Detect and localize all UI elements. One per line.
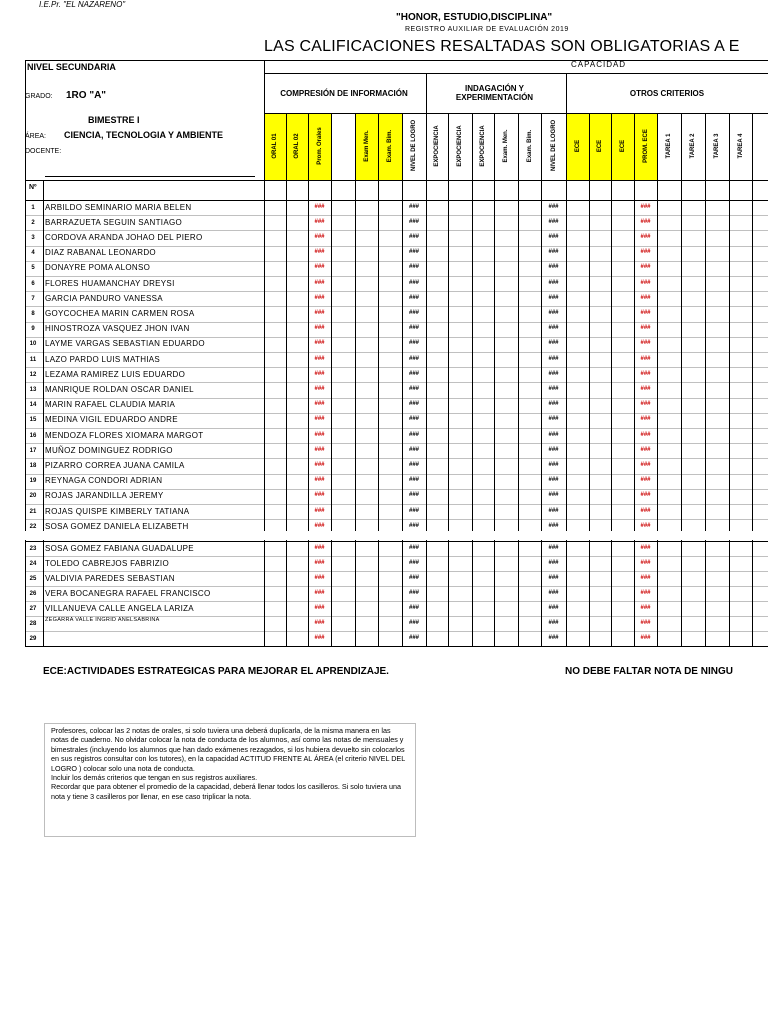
grade-placeholder: ### <box>314 522 325 529</box>
student-number: 14 <box>29 402 37 409</box>
student-name: TOLEDO CABREJOS FABRIZIO <box>45 558 169 568</box>
grade-placeholder: ### <box>640 203 651 210</box>
column-header: ECE <box>619 139 626 152</box>
student-number: 26 <box>29 590 37 597</box>
grade-placeholder: ### <box>548 544 559 551</box>
student-name: REYNAGA CONDORI ADRIAN <box>45 476 163 486</box>
grid-line <box>308 113 309 646</box>
column-header: Exam. Bim. <box>526 129 533 162</box>
grade-placeholder: ### <box>640 249 651 256</box>
number-header: Nº <box>29 184 37 191</box>
grid-line <box>657 113 658 646</box>
page-title: LAS CALIFICACIONES RESALTADAS SON OBLIGATORIAS A E <box>264 38 740 55</box>
student-name: ROJAS JARANDILLA JEREMY <box>45 491 164 501</box>
grade-placeholder: ### <box>548 462 559 468</box>
grade-placeholder: ### <box>548 386 559 392</box>
grade-placeholder: ### <box>314 340 325 347</box>
instructions-box <box>44 723 416 837</box>
grade-placeholder: ### <box>314 634 325 641</box>
grade-placeholder: ### <box>314 203 325 210</box>
column-header: Exam Men. <box>363 129 370 162</box>
grade-placeholder: ### <box>548 340 559 347</box>
grade-placeholder: ### <box>408 203 419 210</box>
grade-placeholder: ### <box>314 355 325 362</box>
grade-placeholder: ### <box>640 559 651 566</box>
grid-line <box>264 60 265 646</box>
grade-placeholder: ### <box>548 416 559 423</box>
teacher-label: DOCENTE: <box>25 148 62 155</box>
grid-line <box>264 113 768 114</box>
grade-placeholder: ### <box>548 249 559 256</box>
column-header: EXPOCIENCIA <box>480 124 486 167</box>
grade-placeholder: ### <box>314 370 325 377</box>
grade-placeholder: ### <box>640 544 651 551</box>
student-number: 15 <box>29 417 37 424</box>
grade-placeholder: ### <box>548 477 559 484</box>
grid-line <box>25 646 768 647</box>
grade-placeholder: ### <box>314 279 325 286</box>
grade-placeholder: ### <box>408 310 419 316</box>
grid-line <box>43 180 44 646</box>
grade-placeholder: ### <box>640 431 651 438</box>
student-number: 21 <box>29 508 37 515</box>
grade-placeholder: ### <box>408 589 419 596</box>
student-number: 5 <box>31 265 35 272</box>
student-name: DIAZ RABANAL LEONARDO <box>45 248 156 258</box>
student-name: ROJAS QUISPE KIMBERLY TATIANA <box>45 506 190 516</box>
student-number: 7 <box>31 295 35 302</box>
column-header: ECE <box>597 139 603 152</box>
grade-placeholder: ### <box>408 234 419 240</box>
column-header: TAREA 2 <box>690 133 696 159</box>
column-header: PROM. ECE <box>642 128 649 163</box>
grid-line <box>541 113 542 646</box>
grid-line <box>518 113 519 646</box>
grade-placeholder: ### <box>314 218 325 225</box>
grade-placeholder: ### <box>548 310 559 316</box>
column-header: Exam. Bim. <box>387 129 393 162</box>
area-value: CIENCIA, TECNOLOGIA Y AMBIENTE <box>64 130 224 140</box>
column-header: ORAL 02 <box>294 132 300 159</box>
student-name: GOYCOCHEA MARIN CARMEN ROSA <box>45 309 195 318</box>
grade-placeholder: ### <box>408 522 419 529</box>
grade-placeholder: ### <box>408 325 419 332</box>
grade-placeholder: ### <box>314 325 325 332</box>
column-header: Exam. Men. <box>503 129 509 163</box>
student-number: 18 <box>29 463 37 469</box>
grade-placeholder: ### <box>640 416 651 423</box>
grade-placeholder: ### <box>548 619 559 626</box>
grade-placeholder: ### <box>408 218 419 225</box>
grade-placeholder: ### <box>314 559 325 566</box>
column-header: EXPOCIENCIA <box>457 124 463 167</box>
grade-placeholder: ### <box>408 477 419 484</box>
grade-placeholder: ### <box>640 310 651 316</box>
column-header: EXPOCIENCIA <box>434 124 440 167</box>
grade-placeholder: ### <box>548 203 559 210</box>
student-number: 4 <box>31 250 35 257</box>
grade-placeholder: ### <box>408 619 419 626</box>
grade-placeholder: ### <box>408 462 419 468</box>
grade-placeholder: ### <box>408 355 419 362</box>
grade-placeholder: ### <box>548 264 559 271</box>
grade-placeholder: ### <box>314 310 325 316</box>
grade-placeholder: ### <box>548 507 559 514</box>
grid-line <box>331 113 332 646</box>
level-label: NIVEL SECUNDARIA <box>27 62 116 72</box>
grid-line <box>264 73 768 74</box>
student-number: 2 <box>31 219 35 226</box>
grade-placeholder: ### <box>314 604 325 611</box>
grade-placeholder: ### <box>408 370 419 377</box>
grade-placeholder: ### <box>640 340 651 347</box>
student-name: CORDOVA ARANDA JOHAO DEL PIERO <box>45 233 203 242</box>
student-number: 16 <box>29 432 37 439</box>
grid-line <box>494 113 495 646</box>
grade-placeholder: ### <box>314 492 325 499</box>
column-header: NIVEL DE LOGRO <box>411 119 417 171</box>
student-number: 22 <box>29 523 37 530</box>
column-header: TAREA 3 <box>714 133 720 159</box>
grade-placeholder: ### <box>548 431 559 438</box>
grade-placeholder: ### <box>640 355 651 362</box>
grade-placeholder: ### <box>408 634 419 641</box>
student-name: BARRAZUETA SEGUIN SANTIAGO <box>45 217 183 227</box>
grade-placeholder: ### <box>408 446 419 453</box>
teacher-line <box>45 176 255 177</box>
grade-placeholder: ### <box>408 294 419 301</box>
grade-placeholder: ### <box>640 401 651 408</box>
grade-placeholder: ### <box>314 416 325 423</box>
grade-placeholder: ### <box>408 604 419 611</box>
student-number: 8 <box>31 311 35 317</box>
grade-placeholder: ### <box>408 544 419 551</box>
student-name: MENDOZA FLORES XIOMARA MARGOT <box>45 430 204 440</box>
column-header: ORAL 01 <box>272 132 278 159</box>
grade-placeholder: ### <box>408 401 419 408</box>
grid-line <box>426 73 427 646</box>
student-name: FLORES HUAMANCHAY DREYSI <box>45 278 175 288</box>
column-header: Prom. Orales <box>316 126 323 165</box>
student-name: LAZO PARDO LUIS MATHIAS <box>45 354 161 364</box>
grade-placeholder: ### <box>314 249 325 256</box>
student-number: 11 <box>29 356 37 363</box>
student-name: DONAYRE POMA ALONSO <box>45 263 151 273</box>
student-name: PIZARRO CORREA JUANA CAMILA <box>45 461 185 470</box>
student-name: HINOSTROZA VASQUEZ JHON IVAN <box>45 324 190 334</box>
student-number: 28 <box>29 620 37 627</box>
grid-line <box>472 113 473 646</box>
student-number: 29 <box>29 635 37 642</box>
student-number: 17 <box>29 447 37 454</box>
grade-placeholder: ### <box>548 492 559 499</box>
grade-placeholder: ### <box>640 386 651 392</box>
grid-line <box>705 113 706 646</box>
grade-placeholder: ### <box>408 279 419 286</box>
grade-placeholder: ### <box>314 619 325 626</box>
grade-placeholder: ### <box>548 370 559 377</box>
grade-placeholder: ### <box>640 446 651 453</box>
grade-placeholder: ### <box>314 446 325 453</box>
student-name: MARIN RAFAEL CLAUDIA MARIA <box>45 400 176 410</box>
student-name: ZEGARRA VALLE INGRID ANELSABRINA <box>45 617 160 623</box>
grade-placeholder: ### <box>640 264 651 271</box>
grid-line <box>355 113 356 646</box>
motto: "HONOR, ESTUDIO,DISCIPLINA" <box>396 12 553 23</box>
student-number: 6 <box>31 280 35 287</box>
grade-placeholder: ### <box>408 416 419 423</box>
grade-placeholder: ### <box>548 294 559 301</box>
instruction-1: Profesores, colocar las 2 notas de orales, si solo tuviera una deberá duplicarla, de la misma manera en las notas de cuaderno. No olvidar colocar la nota de conducta de los alumnos, así como las notas de mensuales y bimestrales (incluyendo los alumnos que han dado exámenes rezagados, si los hubiera devuelto sin colocarlos en sus registros consultar con los tutores), en la capacidad ACTITUD FRENTE AL ÁREA (el criterio NIVEL DEL LOGRO ) colocar solo una nota de conducta. <box>51 726 405 773</box>
grade-placeholder: ### <box>640 462 651 468</box>
grade-placeholder: ### <box>408 492 419 499</box>
grade-placeholder: ### <box>314 401 325 408</box>
grade-value: 1RO "A" <box>66 90 107 101</box>
grade-placeholder: ### <box>548 574 559 581</box>
grade-placeholder: ### <box>408 264 419 271</box>
grid-line <box>589 113 590 646</box>
group-otros: OTROS CRITERIOS <box>629 89 705 98</box>
student-number: 10 <box>29 341 37 348</box>
grade-placeholder: ### <box>548 446 559 453</box>
student-name: VALDIVIA PAREDES SEBASTIAN <box>45 573 175 583</box>
school-name: I.E.Pr. "EL NAZARENO" <box>39 0 126 9</box>
student-number: 20 <box>29 493 37 500</box>
instruction-3: Recordar que para obtener el promedio de la capacidad, deberá llenar todos los casilleros. Si solo tuviera una nota y tiene 3 casilleros por llenar, en ese caso triplicar la nota. <box>51 782 402 801</box>
area-label: ÁREA: <box>25 133 47 140</box>
grade-placeholder: ### <box>408 249 419 256</box>
student-name: LAYME VARGAS SEBASTIAN EDUARDO <box>45 339 205 349</box>
grid-line <box>611 113 612 646</box>
grade-placeholder: ### <box>314 477 325 484</box>
grid-line <box>402 113 403 646</box>
column-header: TAREA 1 <box>666 133 672 159</box>
grade-placeholder: ### <box>640 370 651 377</box>
grade-placeholder: ### <box>314 294 325 301</box>
grade-placeholder: ### <box>314 386 325 392</box>
grade-placeholder: ### <box>408 559 419 566</box>
capacity-label: CAPACIDAD <box>571 60 627 69</box>
grid-line <box>634 113 635 646</box>
student-name: ARBILDO SEMINARIO MARIA BELEN <box>45 202 192 212</box>
grade-placeholder: ### <box>314 544 325 551</box>
grade-placeholder: ### <box>640 507 651 514</box>
grade-placeholder: ### <box>548 604 559 611</box>
grid-line <box>25 60 768 61</box>
grade-placeholder: ### <box>640 589 651 596</box>
grade-placeholder: ### <box>548 401 559 408</box>
group-indagacion: INDAGACIÓN Y EXPERIMENTACIÓN <box>455 84 534 102</box>
student-number: 19 <box>29 478 37 485</box>
grade-placeholder: ### <box>640 634 651 641</box>
student-name: VERA BOCANEGRA RAFAEL FRANCISCO <box>45 588 211 598</box>
grade-placeholder: ### <box>314 462 325 468</box>
grade-placeholder: ### <box>548 522 559 529</box>
grade-placeholder: ### <box>640 604 651 611</box>
grade-placeholder: ### <box>314 234 325 240</box>
student-number: 23 <box>29 545 37 552</box>
grade-placeholder: ### <box>548 355 559 362</box>
grade-placeholder: ### <box>408 340 419 347</box>
student-number: 13 <box>29 387 37 393</box>
grade-placeholder: ### <box>548 234 559 240</box>
bimester-label: BIMESTRE I <box>88 115 140 125</box>
column-header: TAREA 4 <box>737 133 744 159</box>
grade-placeholder: ### <box>548 559 559 566</box>
student-number: 12 <box>29 371 37 378</box>
grade-placeholder: ### <box>548 325 559 332</box>
grade-placeholder: ### <box>314 574 325 581</box>
grade-placeholder: ### <box>408 386 419 392</box>
grade-placeholder: ### <box>640 234 651 240</box>
student-name: LEZAMA RAMIREZ LUIS EDUARDO <box>45 369 186 379</box>
grade-placeholder: ### <box>640 279 651 286</box>
grade-placeholder: ### <box>640 477 651 484</box>
grade-placeholder: ### <box>408 431 419 438</box>
student-number: 3 <box>31 235 35 241</box>
grid-line <box>566 73 567 646</box>
grade-label: GRADO: <box>25 93 53 100</box>
student-number: 9 <box>31 326 35 333</box>
column-header: ECE <box>574 139 581 152</box>
student-name: MEDINA VIGIL EDUARDO ANDRE <box>45 415 178 425</box>
grid-line <box>448 113 449 646</box>
grade-placeholder: ### <box>640 218 651 225</box>
group-comprension: COMPRESIÓN DE INFORMACIÓN <box>280 89 408 98</box>
grade-placeholder: ### <box>640 294 651 301</box>
ece-note: ECE:ACTIVIDADES ESTRATEGICAS PARA MEJORAR EL APRENDIZAJE. <box>43 666 389 677</box>
student-name: MANRIQUE ROLDAN OSCAR DANIEL <box>45 385 194 394</box>
grade-placeholder: ### <box>640 492 651 499</box>
student-number: 1 <box>31 204 35 211</box>
grade-placeholder: ### <box>314 507 325 514</box>
student-number: 27 <box>29 605 37 612</box>
student-name: SOSA GOMEZ FABIANA GUADALUPE <box>45 543 194 553</box>
grade-placeholder: ### <box>408 507 419 514</box>
instruction-2: Incluir los demás criterios que tengan en sus registros auxiliares. <box>51 773 258 783</box>
warning-note: NO DEBE FALTAR NOTA DE NINGU <box>565 666 733 677</box>
student-name: MUÑOZ DOMINGUEZ RODRIGO <box>45 445 173 455</box>
grid-line <box>729 113 730 646</box>
grade-placeholder: ### <box>640 619 651 626</box>
grade-placeholder: ### <box>408 574 419 581</box>
grid-line <box>286 113 287 646</box>
student-name: VILLANUEVA CALLE ANGELA LARIZA <box>45 603 194 613</box>
grade-placeholder: ### <box>548 218 559 225</box>
grade-placeholder: ### <box>640 522 651 529</box>
student-name: GARCIA PANDURO VANESSA <box>45 293 163 303</box>
grade-placeholder: ### <box>548 634 559 641</box>
student-number: 25 <box>29 575 37 582</box>
grade-placeholder: ### <box>314 431 325 438</box>
column-header: NIVEL DE LOGRO <box>550 119 557 171</box>
row-gap <box>25 531 768 540</box>
grade-placeholder: ### <box>548 279 559 286</box>
grid-line <box>752 113 753 646</box>
register-title: REGISTRO AUXILIAR DE EVALUACIÓN 2019 <box>405 26 569 33</box>
grade-placeholder: ### <box>640 574 651 581</box>
grid-line <box>378 113 379 646</box>
grid-line <box>681 113 682 646</box>
grade-placeholder: ### <box>314 589 325 596</box>
grade-placeholder: ### <box>548 589 559 596</box>
student-number: 24 <box>29 560 37 567</box>
student-name: SOSA GOMEZ DANIELA ELIZABETH <box>45 521 189 531</box>
grade-placeholder: ### <box>640 325 651 332</box>
grade-placeholder: ### <box>314 264 325 271</box>
